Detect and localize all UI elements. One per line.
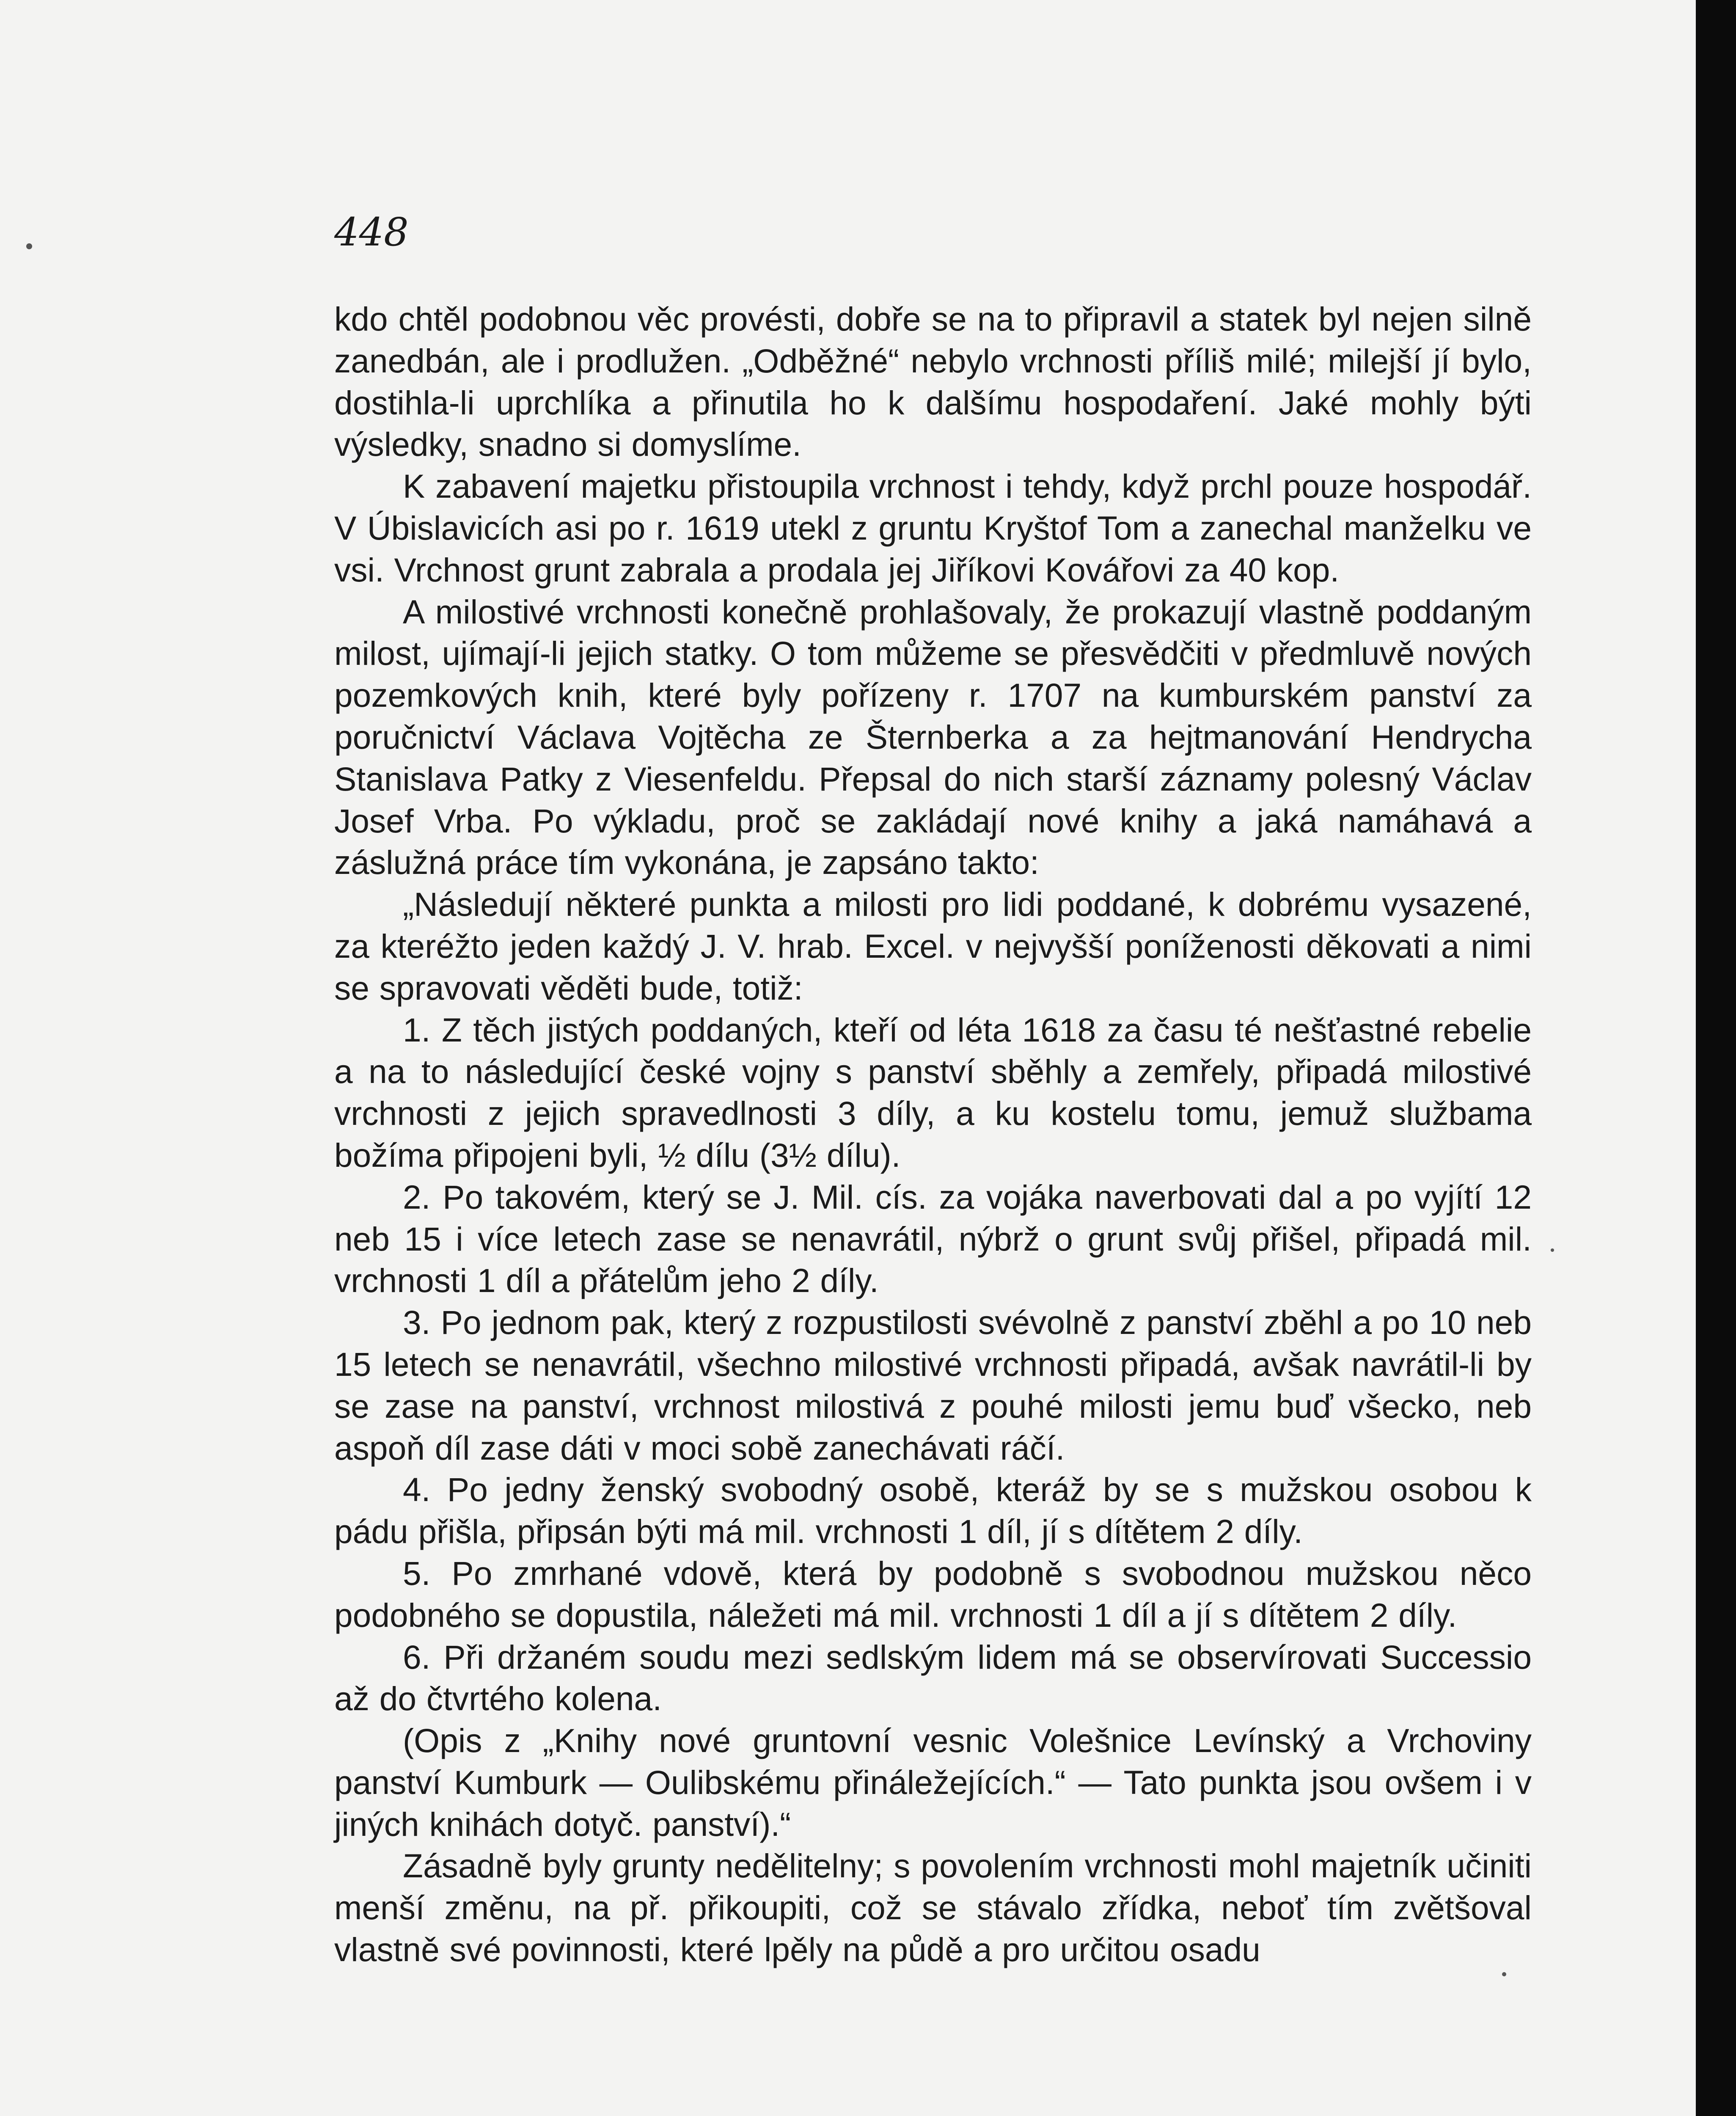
list-item: 1. Z těch jistých poddaných, kteří od léta 1618 za času té nešťastné rebelie a na to následující české vojny s panství sběhly a zemřely, připadá milostivé vrchnosti z jejich spravedlnosti 3 díly, a ku kostelu tomu, jemuž službama božíma připojeni byli, ½ dílu (3½ dílu). (334, 1011, 1532, 1174)
list-item: 5. Po zmrhané vdově, která by podobně s svobodnou mužskou něco podobného se dopustila, náležeti má mil. vrchnosti 1 díl a jí s dítětem 2 díly. (334, 1554, 1532, 1634)
paragraph: (Opis z „Knihy nové gruntovní vesnic Volešnice Levínský a Vrchoviny panství Kumburk — Oulibskému přináležejících.“ — Tato punkta jsou ovšem i v jiných knihách dotyč. panství).“ (334, 1722, 1532, 1843)
body-text (334, 298, 1532, 1971)
scan-speck (1551, 1248, 1554, 1252)
list-item: 6. Při držaném soudu mezi sedlským lidem má se observírovati Successio až do čtvrtého kolena. (334, 1638, 1532, 1718)
paragraph: Zásadně byly grunty nedělitelny; s povolením vrchnosti mohl majetník učiniti menší změnu, na př. přikoupiti, což se stávalo zřídka, neboť tím zvětšoval vlastně své povinnosti, které lpěly na půdě a pro určitou osadu (334, 1847, 1532, 1969)
list-item: 3. Po jednom pak, který z rozpustilosti svévolně z panství zběhl a po 10 neb 15 letech se nenavrátil, všechno milostivé vrchnosti připadá, avšak navrátil-li by se zase na panství, vrchnost milostivá z pouhé milosti jemu buď všecko, neb aspoň díl zase dáti v moci sobě zanechávati ráčí. (334, 1304, 1532, 1467)
list-item: 4. Po jedny ženský svobodný osobě, kteráž by se s mužskou osobou k pádu přišla, připsán býti má mil. vrchnosti 1 díl, jí s dítětem 2 díly. (334, 1471, 1532, 1551)
paragraph: A milostivé vrchnosti konečně prohlašovaly, že prokazují vlastně poddaným milost, ujímají-li jejich statky. O tom můžeme se přesvědčiti v předmluvě nových pozemkových knih, které byly pořízeny r. 1707 na kumburském panství za poručnictví Václava Vojtěcha ze Šternberka a za hejtmanování Hendrycha Stanislava Patky z Viesenfeldu. Přepsal do nich starší záznamy polesný Václav Josef Vrba. Po výkladu, proč se zakládají nové knihy a jaká namáhavá a záslužná práce tím vykonána, je zapsáno takto: (334, 593, 1532, 882)
paragraph: K zabavení majetku přistoupila vrchnost i tehdy, když prchl pouze hospodář. V Úbislavicích asi po r. 1619 utekl z gruntu Kryštof Tom a zanechal manželku ve vsi. Vrchnost grunt zabrala a prodala jej Jiříkovi Kovářovi za 40 kop. (334, 468, 1532, 589)
paragraph: „Následují některé punkta a milosti pro lidi poddané, k dobrému vysazené, za kteréžto jeden každý J. V. hrab. Excel. v nejvyšší poníženosti děkovati a nimi se spravovati věděti bude, totiž: (334, 886, 1532, 1007)
scan-speck (26, 243, 32, 249)
paragraph: kdo chtěl podobnou věc provésti, dobře se na to připravil a statek byl nejen silně zanedbán, ale i prodlužen. „Odběžné“ nebylo vrchnosti příliš milé; milejší jí bylo, dostihla-li uprchlíka a přinutila ho k dalšímu hospodaření. Jaké mohly býti výsledky, snadno si domyslíme. (334, 300, 1532, 463)
scan-speck (1502, 1972, 1506, 1976)
page-number: 448 (334, 209, 409, 255)
list-item: 2. Po takovém, který se J. Mil. cís. za vojáka naverbovati dal a po vyjítí 12 neb 15 i více letech zase se nenavrátil, nýbrž o grunt svůj přišel, připadá mil. vrchnosti 1 díl a přátelům jeho 2 díly. (334, 1178, 1532, 1300)
scan-edge-right (1696, 0, 1736, 2116)
